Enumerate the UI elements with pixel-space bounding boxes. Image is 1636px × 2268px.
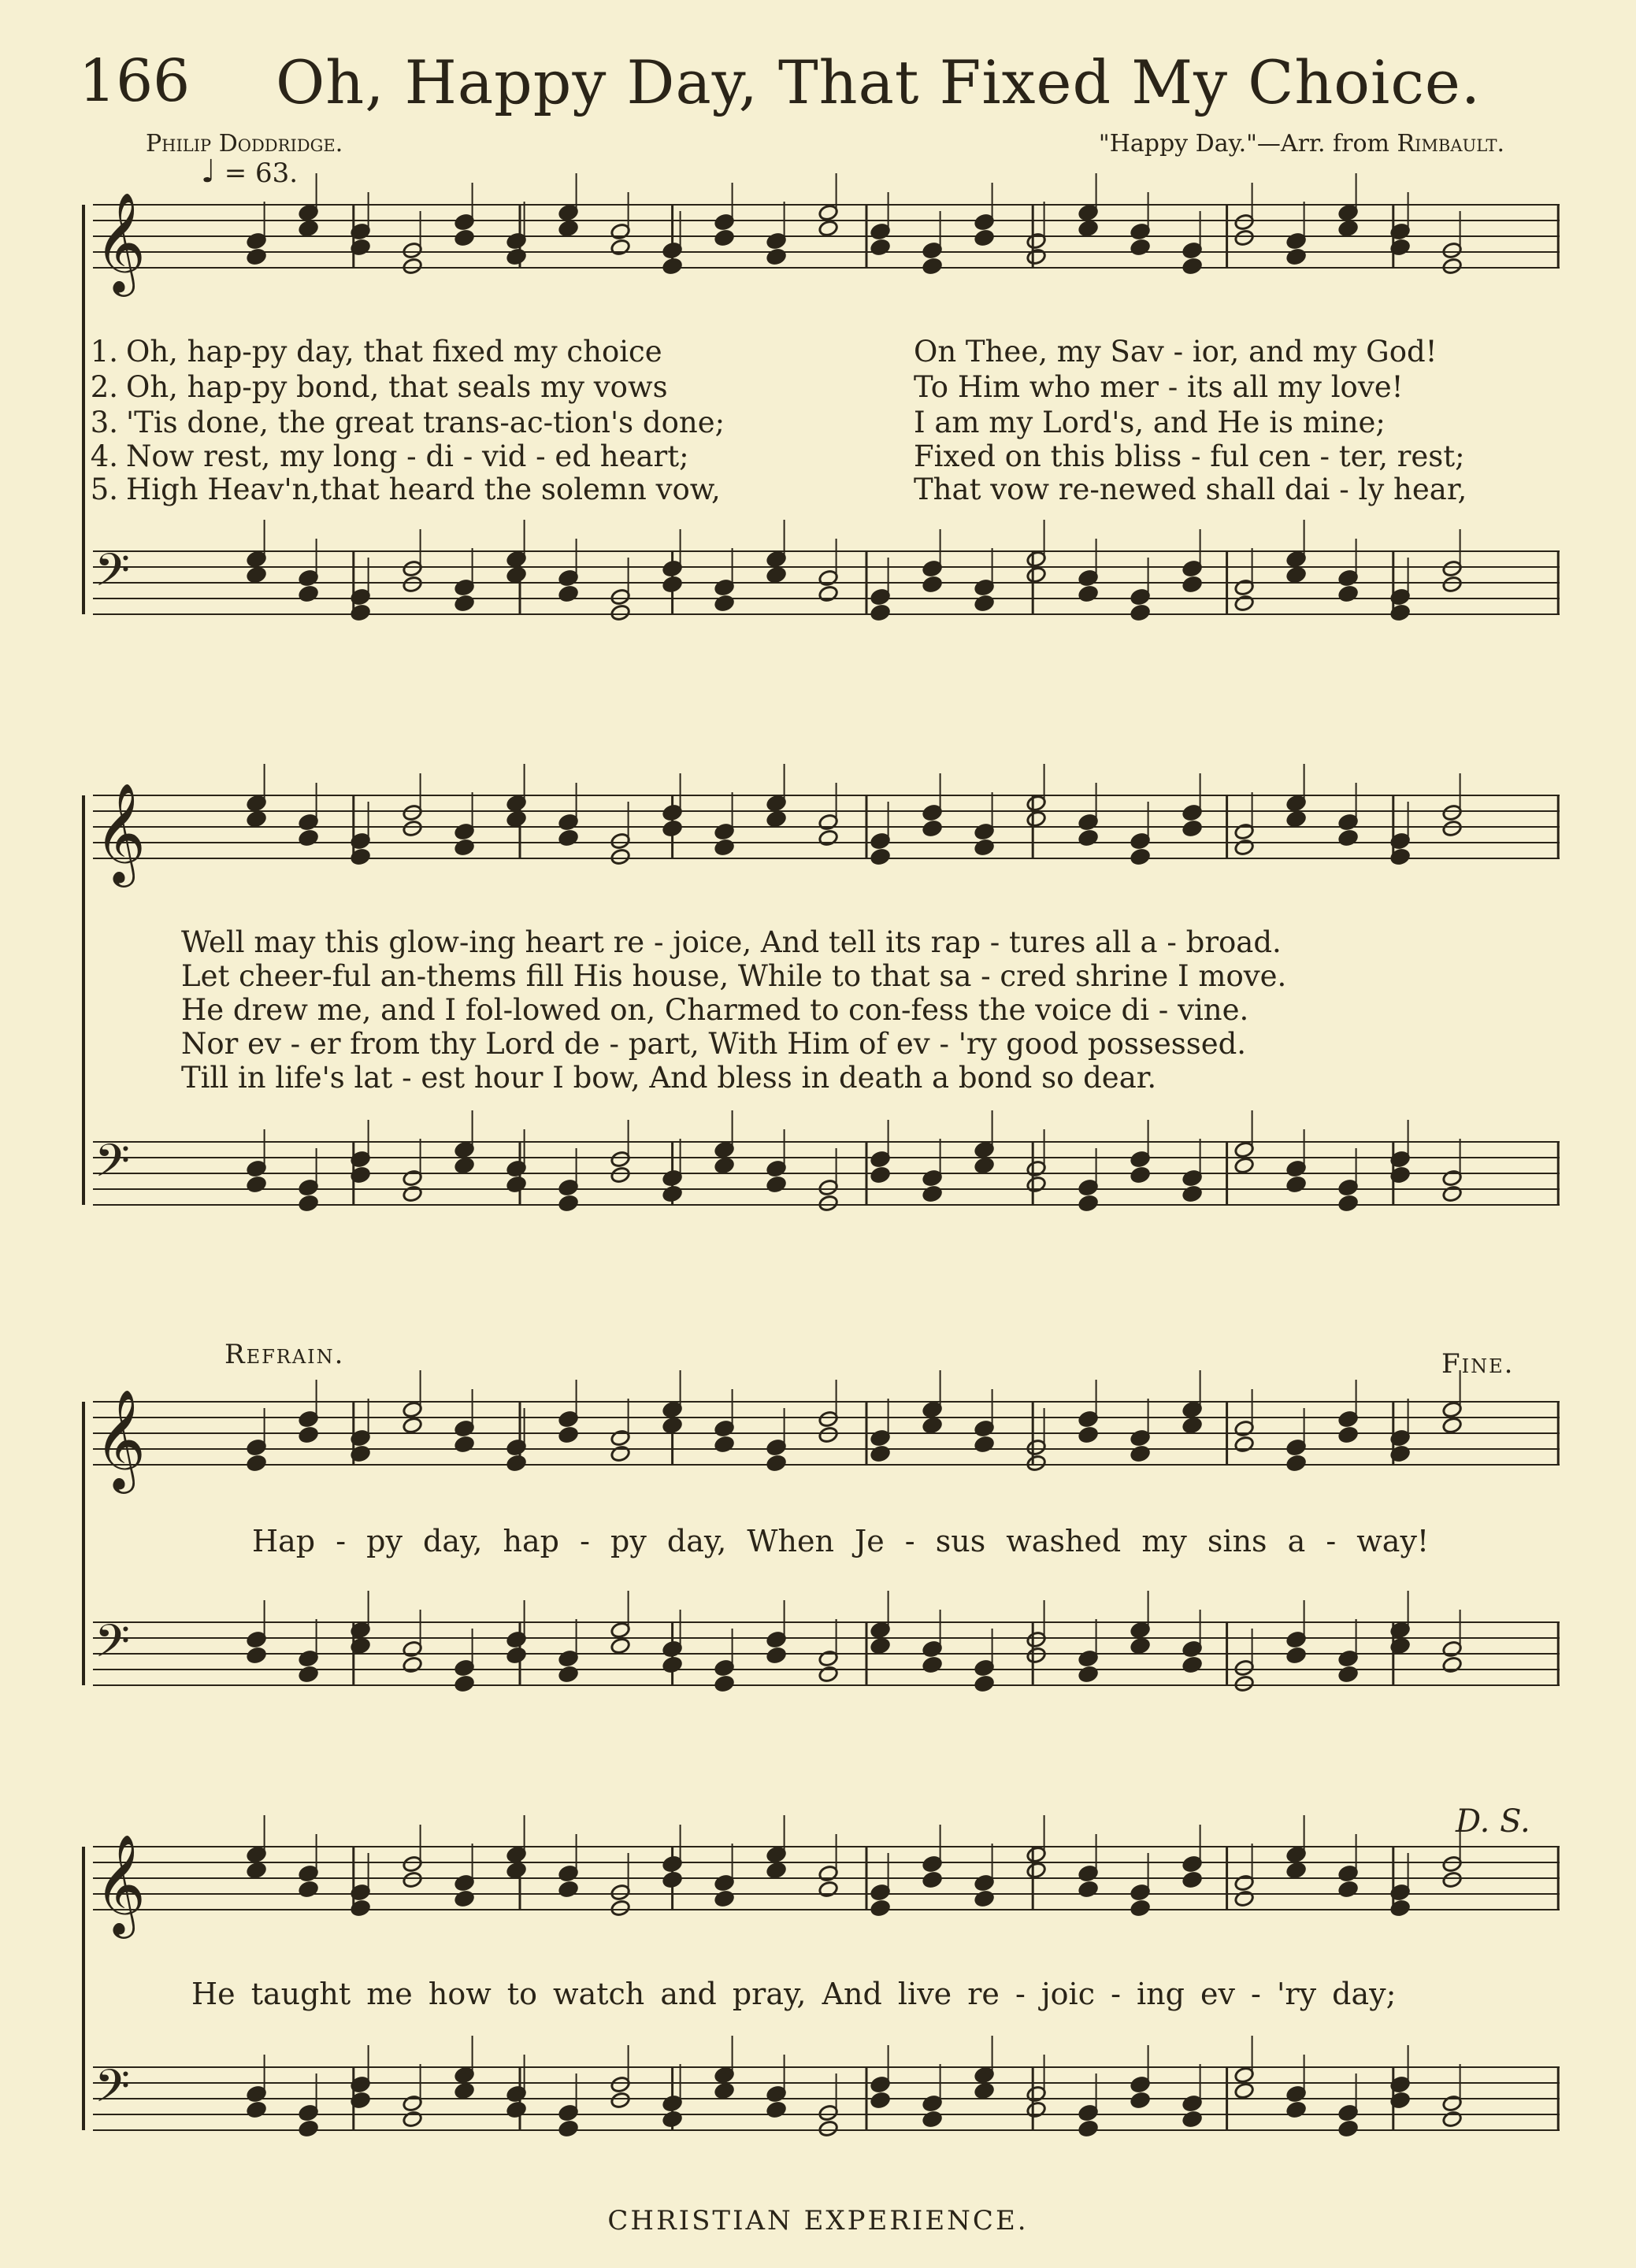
notehead	[714, 1675, 735, 1693]
notehead	[506, 248, 527, 266]
notehead	[870, 848, 891, 866]
bass-notes	[247, 1591, 1559, 1692]
notehead	[1026, 1647, 1047, 1665]
notehead	[403, 1417, 423, 1435]
notehead	[506, 810, 527, 828]
notehead	[818, 2120, 839, 2138]
notehead	[403, 2110, 423, 2129]
notehead	[870, 1166, 891, 1184]
notehead	[558, 2120, 579, 2138]
notehead	[506, 1647, 527, 1665]
notehead	[403, 1656, 423, 1674]
notehead	[1286, 2101, 1307, 2119]
notehead	[974, 1157, 995, 1175]
hymn-title: Oh, Happy Day, That Fixed My Choice.	[276, 47, 1482, 117]
ds-label: D. S.	[1456, 1803, 1530, 1840]
bass-staff	[93, 2067, 1560, 2130]
verse-text-a: High Heav'n,that heard the solemn vow,	[126, 472, 721, 506]
notehead	[1078, 1881, 1099, 1899]
notehead	[1182, 820, 1203, 838]
notehead	[1130, 1445, 1151, 1463]
notehead	[1078, 1666, 1099, 1684]
bass-notes	[247, 520, 1559, 621]
notehead	[403, 258, 423, 276]
quarter-note-icon: ♩	[201, 154, 216, 190]
notehead	[1026, 2101, 1047, 2119]
notehead	[922, 820, 943, 838]
notehead	[974, 839, 995, 857]
notehead	[454, 229, 475, 247]
notehead	[558, 829, 579, 847]
notehead	[1078, 585, 1099, 603]
verse-text-b: On Thee, my Sav - ior, and my God!	[914, 335, 1438, 369]
notehead	[299, 585, 319, 603]
verse-number: 3.	[90, 406, 118, 439]
notehead	[1130, 2092, 1151, 2110]
notehead	[662, 1417, 683, 1435]
notehead	[1286, 1647, 1307, 1665]
verse-text-a: 'Tis done, the great trans-ac-tion's done;	[126, 406, 725, 439]
notehead	[1078, 829, 1099, 847]
notehead	[247, 1862, 267, 1880]
notehead	[1130, 1637, 1151, 1655]
notehead	[922, 2110, 943, 2129]
notehead	[403, 1185, 423, 1203]
treble-clef-icon: 𝄞	[95, 782, 147, 883]
verse-line-5	[79, 472, 1536, 506]
notehead	[1442, 258, 1463, 276]
verse-line-2	[79, 370, 1536, 404]
notehead	[1442, 1656, 1463, 1674]
notehead	[818, 585, 839, 603]
notehead	[922, 1871, 943, 1889]
verse-number: 4.	[90, 439, 118, 473]
notehead	[1286, 248, 1307, 266]
notehead	[1234, 1890, 1255, 1908]
notehead	[610, 848, 631, 866]
notehead	[403, 820, 423, 838]
staff-svg	[79, 1388, 1560, 1725]
notehead	[1234, 1157, 1255, 1175]
notehead	[714, 2082, 735, 2100]
notehead	[1442, 1185, 1463, 1203]
notehead	[1234, 839, 1255, 857]
verse-line-1	[79, 335, 1536, 369]
notehead	[1026, 248, 1047, 266]
notehead	[662, 820, 683, 838]
notehead	[299, 829, 319, 847]
notehead	[870, 2092, 891, 2110]
notehead	[1182, 1185, 1203, 1203]
notehead	[1286, 810, 1307, 828]
notehead	[766, 248, 787, 266]
notehead	[299, 1426, 319, 1444]
verse-line-4	[79, 439, 1536, 473]
notehead	[247, 248, 267, 266]
verse-text-b: To Him who mer - its all my love!	[914, 370, 1404, 404]
notehead	[1026, 810, 1047, 828]
notehead	[1338, 1195, 1359, 1213]
fine-label: Fine.	[1441, 1348, 1515, 1380]
notehead	[818, 220, 839, 238]
notehead	[1182, 1656, 1203, 1674]
notehead	[766, 810, 787, 828]
notehead	[974, 595, 995, 613]
notehead	[714, 839, 735, 857]
notehead	[247, 2101, 267, 2119]
notehead	[662, 2110, 683, 2129]
notehead	[922, 258, 943, 276]
notehead	[766, 1455, 787, 1473]
verse-number: 1.	[90, 335, 118, 369]
notehead	[1234, 2082, 1255, 2100]
notehead	[1442, 2110, 1463, 2129]
notehead	[299, 1666, 319, 1684]
notehead	[1130, 604, 1151, 622]
notehead	[766, 2101, 787, 2119]
author-credit: Philip Doddridge.	[146, 130, 343, 158]
notehead	[403, 576, 423, 594]
bass-clef-icon: 𝄢	[95, 543, 131, 608]
notehead	[1338, 585, 1359, 603]
notehead	[1286, 566, 1307, 584]
notehead	[1130, 1899, 1151, 1918]
notehead	[1130, 848, 1151, 866]
notehead	[403, 1871, 423, 1889]
tune-credit	[1099, 130, 1504, 158]
notehead	[870, 1445, 891, 1463]
notehead	[714, 229, 735, 247]
notehead	[818, 1195, 839, 1213]
tune-name: "Happy Day."—Arr. from	[1098, 130, 1389, 158]
notehead	[1338, 2120, 1359, 2138]
section-footer: CHRISTIAN EXPERIENCE.	[607, 2205, 1029, 2236]
notehead	[766, 1647, 787, 1665]
notehead	[610, 1166, 631, 1184]
notehead	[974, 229, 995, 247]
notehead	[974, 1436, 995, 1454]
notehead	[1442, 576, 1463, 594]
notehead	[974, 2082, 995, 2100]
final-lyric: He taught me how to watch and pray, And live re - joic - ing ev - 'ry day;	[191, 1977, 1397, 2011]
treble-notes	[247, 1370, 1559, 1472]
notehead	[1286, 1176, 1307, 1194]
notehead	[818, 1666, 839, 1684]
verse-cont-5: Till in life's lat - est hour I bow, And bless in death a bond so dear.	[181, 1061, 1157, 1095]
notehead	[1182, 258, 1203, 276]
notehead	[610, 2092, 631, 2110]
notehead	[922, 1185, 943, 1203]
verse-number: 5.	[90, 472, 118, 506]
verse-number: 2.	[90, 370, 118, 404]
notehead	[558, 585, 579, 603]
notehead	[610, 1637, 631, 1655]
notehead	[662, 1185, 683, 1203]
treble-notes	[247, 1815, 1559, 1917]
page-number: 166	[79, 47, 191, 115]
verse-cont-2: Let cheer-ful an-thems fill His house, While to that sa - cred shrine I move.	[181, 959, 1287, 993]
notehead	[1026, 1862, 1047, 1880]
notehead	[610, 604, 631, 622]
notehead	[610, 1445, 631, 1463]
bass-notes	[247, 2036, 1559, 2137]
notehead	[922, 1656, 943, 1674]
verse-text-a: Now rest, my long - di - vid - ed heart;	[126, 439, 689, 473]
bass-clef-icon: 𝄢	[95, 1134, 131, 1199]
notehead	[1182, 2110, 1203, 2129]
notehead	[247, 1455, 267, 1473]
notehead	[1442, 820, 1463, 838]
notehead	[1286, 1862, 1307, 1880]
notehead	[454, 595, 475, 613]
bass-clef-icon: 𝄢	[95, 2059, 131, 2124]
notehead	[662, 1656, 683, 1674]
notehead	[922, 576, 943, 594]
treble-clef-icon: 𝄞	[95, 191, 147, 292]
notehead	[1234, 1436, 1255, 1454]
notehead	[1026, 1176, 1047, 1194]
notehead	[974, 1675, 995, 1693]
notehead	[818, 1426, 839, 1444]
notehead	[1130, 1166, 1151, 1184]
notehead	[1078, 220, 1099, 238]
notehead	[1338, 1426, 1359, 1444]
refrain-label: Refrain.	[224, 1339, 345, 1370]
verse-text-b: I am my Lord's, and He is mine;	[914, 406, 1386, 439]
notehead	[870, 1899, 891, 1918]
verse-cont-3: He drew me, and I fol-lowed on, Charmed to con-fess the voice di - vine.	[181, 993, 1249, 1027]
notehead	[506, 1862, 527, 1880]
notehead	[1234, 1675, 1255, 1693]
notehead	[299, 220, 319, 238]
notehead	[506, 1176, 527, 1194]
notehead	[1442, 1871, 1463, 1889]
notehead	[662, 258, 683, 276]
bass-clef-icon: 𝄢	[95, 1614, 131, 1679]
tempo-marking	[201, 154, 298, 190]
verse-cont-1: Well may this glow-ing heart re - joice, And tell its rap - tures all a - broad.	[181, 925, 1282, 959]
verse-line-3	[79, 406, 1536, 439]
notehead	[1338, 1881, 1359, 1899]
notehead	[1078, 1195, 1099, 1213]
notehead	[714, 1436, 735, 1454]
notehead	[506, 2101, 527, 2119]
music-system-3	[79, 1388, 1560, 1725]
notehead	[1234, 595, 1255, 613]
notehead	[1338, 220, 1359, 238]
treble-clef-icon: 𝄞	[95, 1833, 147, 1934]
notehead	[974, 1890, 995, 1908]
notehead	[299, 1195, 319, 1213]
notehead	[506, 1455, 527, 1473]
notehead	[299, 2120, 319, 2138]
notehead	[299, 1881, 319, 1899]
notehead	[610, 239, 631, 257]
notehead	[714, 1157, 735, 1175]
refrain-lyric: Hap - py day, hap - py day, When Je - sus washed my sins a - way!	[252, 1524, 1430, 1558]
notehead	[870, 604, 891, 622]
notehead	[454, 1157, 475, 1175]
notehead	[454, 2082, 475, 2100]
notehead	[1442, 1417, 1463, 1435]
notehead	[558, 220, 579, 238]
verse-cont-4: Nor ev - er from thy Lord de - part, With Him of ev - 'ry good possessed.	[181, 1027, 1247, 1061]
notehead	[1078, 2120, 1099, 2138]
notehead	[1182, 1871, 1203, 1889]
treble-clef-icon: 𝄞	[95, 1388, 147, 1489]
notehead	[922, 1417, 943, 1435]
notehead	[1338, 1666, 1359, 1684]
notehead	[247, 566, 267, 584]
notehead	[870, 239, 891, 257]
notehead	[1026, 566, 1047, 584]
notehead	[1182, 576, 1203, 594]
notehead	[1078, 1426, 1099, 1444]
verse-text-a: Oh, hap-py bond, that seals my vows	[126, 370, 668, 404]
notehead	[1338, 829, 1359, 847]
notehead	[558, 1426, 579, 1444]
treble-notes	[247, 764, 1559, 865]
notehead	[870, 1637, 891, 1655]
bass-notes	[247, 1110, 1559, 1212]
notehead	[558, 1666, 579, 1684]
notehead	[454, 1890, 475, 1908]
notehead	[714, 1890, 735, 1908]
notehead	[1234, 229, 1255, 247]
notehead	[454, 1436, 475, 1454]
verse-text-b: That vow re-newed shall dai - ly hear,	[914, 472, 1467, 506]
notehead	[1182, 1417, 1203, 1435]
notehead	[454, 839, 475, 857]
treble-notes	[247, 173, 1559, 275]
tune-arranger: Rimbault.	[1397, 130, 1504, 158]
notehead	[1286, 1455, 1307, 1473]
bass-staff	[93, 1142, 1560, 1205]
notehead	[247, 1647, 267, 1665]
notehead	[766, 566, 787, 584]
notehead	[662, 1871, 683, 1889]
notehead	[610, 1899, 631, 1918]
notehead	[454, 1675, 475, 1693]
notehead	[506, 566, 527, 584]
notehead	[1026, 1455, 1047, 1473]
verse-text-b: Fixed on this bliss - ful cen - ter, rest;	[914, 439, 1465, 473]
notehead	[1130, 239, 1151, 257]
notehead	[714, 595, 735, 613]
verse-text-a: Oh, hap-py day, that fixed my choice	[126, 335, 662, 369]
notehead	[247, 810, 267, 828]
notehead	[558, 1195, 579, 1213]
notehead	[818, 829, 839, 847]
tempo-value: = 63.	[224, 158, 299, 189]
notehead	[558, 1881, 579, 1899]
notehead	[766, 1176, 787, 1194]
notehead	[818, 1881, 839, 1899]
notehead	[766, 1862, 787, 1880]
notehead	[662, 576, 683, 594]
notehead	[247, 1176, 267, 1194]
